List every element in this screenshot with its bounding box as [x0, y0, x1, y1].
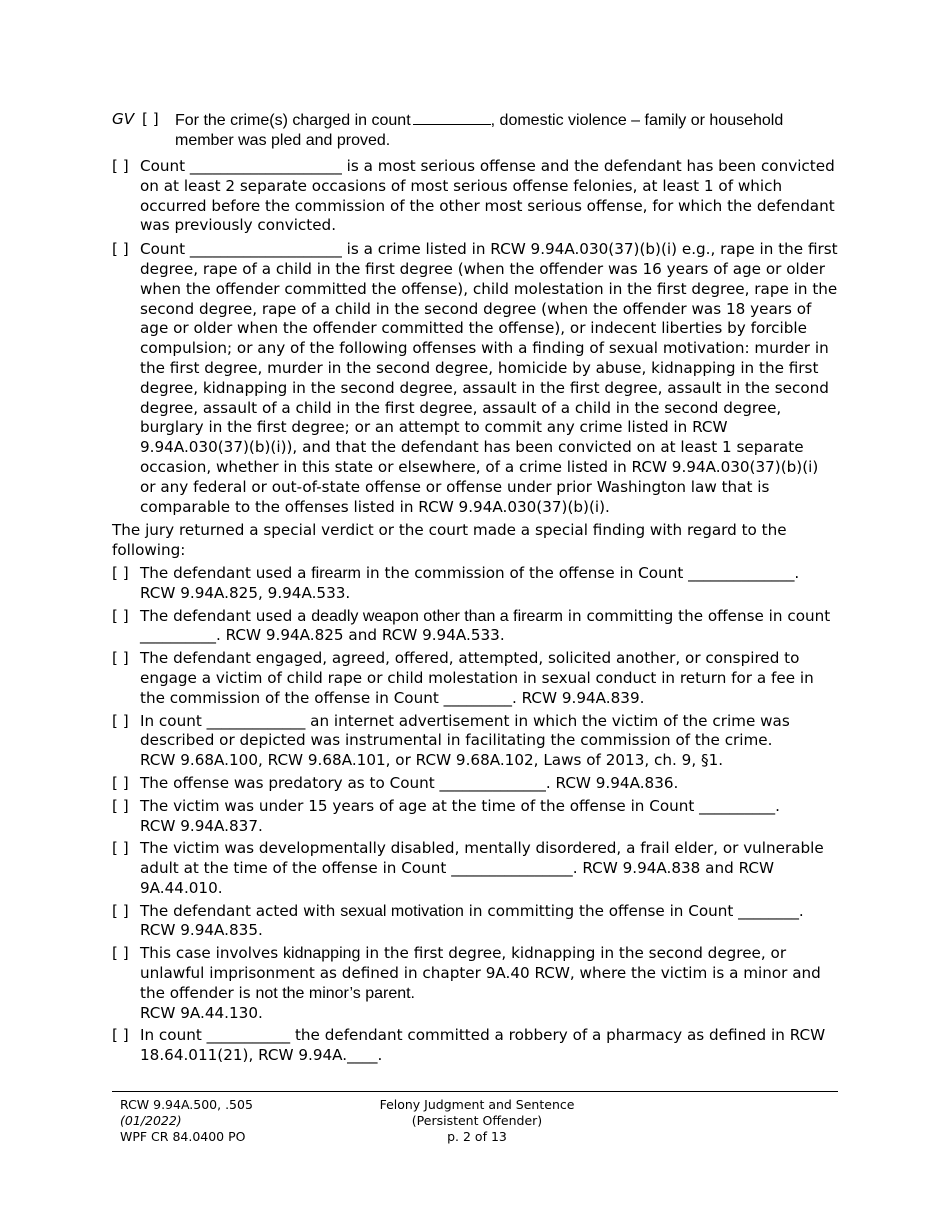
footer-title: Felony Judgment and Sentence: [379, 1097, 575, 1112]
finding-text: [140, 564, 838, 604]
checkbox[interactable]: [ ]: [112, 839, 129, 858]
text-part: This case involves: [140, 944, 284, 963]
text-part: The defendant used a: [140, 563, 312, 582]
checkbox[interactable]: [ ]: [112, 606, 129, 625]
gv-text-after: , domestic violence – family or household member was pled and proved.: [175, 112, 784, 149]
text-emphasis: kidnapping: [283, 945, 361, 963]
sex-offense-finding: [112, 240, 838, 517]
child-sexual-conduct-finding: [112, 649, 838, 708]
text-part: The defendant used a: [140, 606, 312, 625]
finding-text: [140, 607, 838, 647]
footer-form-id: WPF CR 84.0400 PO: [120, 1129, 246, 1144]
checkbox[interactable]: [ ]: [112, 901, 129, 920]
checkbox[interactable]: [ ]: [112, 1026, 129, 1045]
text-emphasis: deadly weapon other than a firearm: [311, 607, 563, 625]
footer-date: (01/2022): [120, 1113, 182, 1128]
checkbox[interactable]: [ ]: [112, 649, 129, 668]
finding-text: The offense was predatory as to Count ______________. RCW 9.94A.836.: [140, 773, 679, 792]
gv-text-before: For the crime(s) charged in count: [175, 112, 411, 129]
pharmacy-robbery-finding: [112, 1026, 838, 1066]
checkbox[interactable]: [ ]: [112, 563, 129, 582]
checkbox[interactable]: [ ]: [112, 796, 129, 815]
text-emphasis: firearm: [311, 564, 361, 582]
finding-text: [140, 944, 838, 1023]
page-footer: [112, 1091, 838, 1144]
checkbox[interactable]: [ ]: [112, 240, 129, 259]
text-part: in the first degree, kidnapping in the second degree, or unlawful imprisonment as defined in chapter 9A.40 RCW, where the victim is a minor and the offender is: [140, 944, 821, 1002]
rcw-citation: RCW 9.94A.835.: [140, 921, 263, 940]
gv-text: [175, 110, 838, 151]
footer-subtitle: (Persistent Offender): [411, 1113, 543, 1128]
rcw-citation: RCW 9.94A.837.: [140, 816, 263, 835]
finding-text: The defendant engaged, agreed, offered, attempted, solicited another, or conspired to engage a victim of child rape or child molestation in sexual conduct in return for a fee in the commission of the offense in Count _________. RCW 9.94A.839.: [140, 649, 814, 707]
firearm-finding: [112, 564, 838, 604]
rcw-citation: RCW 9.94A.825, 9.94A.533.: [140, 583, 351, 602]
rcw-citation: RCW 9A.44.130.: [140, 1003, 263, 1022]
text-part: The defendant acted with: [140, 901, 341, 920]
kidnapping-finding: [112, 944, 838, 1023]
text-part: in committing the offense in count __________. RCW 9.94A.825 and RCW 9.94A.533.: [140, 606, 831, 645]
most-serious-offense-finding: [112, 157, 838, 236]
text-part: In count _____________ an internet advertisement in which the victim of the crime was described or depicted was instrumental in facilitating the commission of the crime.: [140, 711, 790, 750]
predatory-finding: [112, 774, 838, 794]
checkbox[interactable]: [ ]: [112, 157, 129, 175]
finding-text: Count ____________________ is a most serious offense and the defendant has been convicted on at least 2 separate occasions of most serious offense felonies, at least 1 of which occurred before the commission of the other most serious offense, for which the defendant was previously convicted.: [140, 157, 835, 235]
rcw-citation: RCW 9.68A.100, RCW 9.68A.101, or RCW 9.68A.102, Laws of 2013, ch. 9, §1.: [140, 751, 724, 770]
finding-text: The victim was developmentally disabled, mentally disordered, a frail elder, or vulnerable adult at the time of the offense in Count ________________. RCW 9.94A.838 and RCW 9A.44.010.: [140, 839, 824, 897]
page-number: p. 2 of 13: [447, 1129, 507, 1144]
text-part: in the commission of the offense in Count ______________.: [361, 563, 800, 582]
checkbox[interactable]: [ ]: [112, 711, 129, 730]
text-emphasis: not the minor’s parent.: [255, 984, 415, 1002]
text-emphasis: sexual motivation: [340, 902, 464, 920]
jury-paragraph: The jury returned a special verdict or the court made a special finding with regard to the following:: [112, 521, 787, 560]
checkbox[interactable]: [ ]: [112, 773, 129, 792]
finding-text: In count ___________ the defendant committed a robbery of a pharmacy as defined in RCW 18.64.011(21), RCW 9.94A.____.: [140, 1026, 826, 1065]
internet-advertisement-finding: [112, 712, 838, 771]
deadly-weapon-finding: [112, 607, 838, 647]
victim-under-15-finding: [112, 797, 838, 837]
finding-text: Count ____________________ is a crime listed in RCW 9.94A.030(37)(b)(i) e.g., rape in the first degree, rape of a child in the first degree (when the offender was 16 years of age or older when the offender committed the offense), child molestation in the first degree, rape in the second degree, rape of a child in the second degree (when the offender was 18 years of age or older when the offender committed the offense), or indecent liberties by forcible compulsion; or any of the following offenses with a finding of sexual motivation: murder in the first degree, murder in the second degree, homicide by abuse, kidnapping in the first degree, kidnapping in the second degree, assault in the first degree, assault in the second degree, assault of a child in the first degree, assault of a child in the second degree, burglary in the first degree; or an attempt to commit any crime listed in RCW 9.94A.030(37)(b)(i)), and that the defendant has been convicted on at least 1 separate occasion, whether in this state or elsewhere, of a crime listed in RCW 9.94A.030(37)(b)(i) or any federal or out-of-state offense or offense under prior Washington law that is comparable to the offenses listed in RCW 9.94A.030(37)(b)(i).: [140, 240, 838, 516]
vulnerable-victim-finding: [112, 839, 838, 898]
footer-left: [120, 1097, 253, 1145]
gv-finding: [112, 110, 838, 151]
finding-text: [140, 712, 838, 771]
footer-rcw: RCW 9.94A.500, .505: [120, 1097, 253, 1112]
text-part: in committing the offense in Count ________.: [463, 901, 804, 920]
sexual-motivation-finding: [112, 902, 838, 942]
finding-text: [140, 797, 838, 837]
checkbox[interactable]: [ ]: [112, 944, 129, 963]
count-blank[interactable]: [413, 110, 491, 125]
text-part: The victim was under 15 years of age at the time of the offense in Count __________.: [140, 796, 780, 815]
checkbox[interactable]: [ ]: [142, 110, 159, 128]
document-body: [112, 110, 838, 1069]
finding-text: [140, 902, 838, 942]
footer-center: [377, 1097, 577, 1145]
gv-tag: GV: [112, 110, 135, 128]
